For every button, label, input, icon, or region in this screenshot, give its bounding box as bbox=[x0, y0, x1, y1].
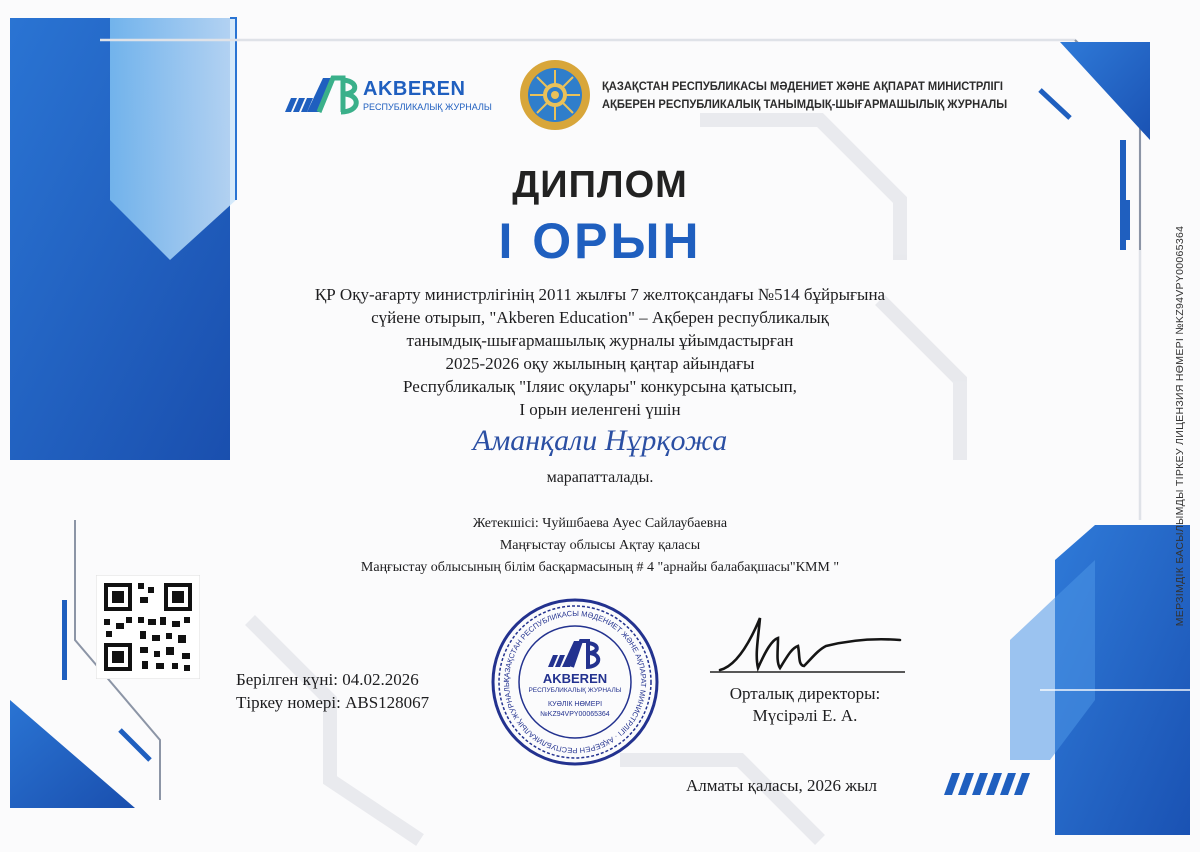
stamp-cert-number: №KZ94VPY00065364 bbox=[540, 711, 610, 718]
official-stamp bbox=[490, 597, 660, 767]
signature-icon bbox=[700, 610, 910, 680]
akberen-logo bbox=[283, 72, 503, 120]
registration-number: Тіркеу номері: ABS128067 bbox=[236, 693, 430, 712]
body-line: ҚР Оқу-ағарту министрлігінің 2011 жылғы 7 желтоқсандағы №514 бұйрығына bbox=[314, 285, 886, 304]
issue-date: Берілген күні: 04.02.2026 bbox=[236, 670, 419, 689]
stamp-name: AKBEREN bbox=[542, 671, 608, 686]
diploma-title: ДИПЛОМ bbox=[512, 164, 688, 206]
stamp-cert-label: КУӘЛІК НӨМЕРІ bbox=[547, 701, 603, 708]
body-line: танымдық-шығармашылық журналы ұйымдастырған bbox=[406, 331, 794, 350]
recipient-name: Аманқали Нұрқожа bbox=[472, 424, 728, 457]
license-number-side: МЕРЗІМДІК БАСЫЛЫМДЫ ТІРКЕУ ЛИЦЕНЗИЯ НӨМЕРІ №KZ94VPY00065364 bbox=[1174, 225, 1186, 627]
svg-text:ҚАЗАҚСТАН РЕСПУБЛИКАСЫ МӘДЕНИЕ: ҚАЗАҚСТАН РЕСПУБЛИКАСЫ МӘДЕНИЕТ ЖӘНЕ АҚПАРАТ МИНИСТРЛІГІ · АҚБЕРЕН РЕСПУБЛИКАЛЫҚ ЖУРНАЛЫ bbox=[501, 608, 649, 756]
emblem-icon bbox=[518, 58, 592, 132]
stamp-subtitle: РЕСПУБЛИКАЛЫҚ ЖУРНАЛЫ bbox=[528, 687, 622, 694]
ministry-line-1: ҚАЗАҚСТАН РЕСПУБЛИКАСЫ МӘДЕНИЕТ ЖӘНЕ АҚПАРАТ МИНИСТРЛІГІ bbox=[602, 79, 1004, 93]
qr-code-icon bbox=[96, 575, 200, 679]
city-year: Алматы қаласы, 2026 жыл bbox=[686, 776, 877, 795]
place-heading: I ОРЫН bbox=[498, 213, 702, 269]
logo-name: AKBEREN bbox=[363, 78, 466, 100]
director-name: Мүсірәлі Е. А. bbox=[752, 706, 858, 725]
awarded-text: марапатталады. bbox=[546, 469, 654, 486]
supervisor-line: Жетекшісі: Чуйшбаева Ауес Сайлаубаевна bbox=[472, 516, 728, 531]
body-line: сүйене отырып, "Akberen Education" – Ақберен республикалық bbox=[371, 308, 829, 327]
logo-mark-icon bbox=[283, 72, 363, 118]
body-line: Республикалық "Іляис оқулары" конкурсына қатысып, bbox=[403, 377, 797, 396]
logo-subtitle: РЕСПУБЛИКАЛЫҚ ЖУРНАЛЫ bbox=[363, 102, 492, 112]
body-line: 2025-2026 оқу жылының қаңтар айындағы bbox=[445, 354, 755, 373]
body-line: I орын иеленгені үшін bbox=[519, 400, 681, 419]
supervisor-line: Маңғыстау облысының білім басқармасының # 4 "арнайы балабақшасы"КММ " bbox=[360, 560, 840, 575]
director-title: Орталық директоры: bbox=[729, 684, 881, 703]
supervisor-line: Маңғыстау облысы Ақтау қаласы bbox=[499, 538, 701, 553]
ministry-line-2: АҚБЕРЕН РЕСПУБЛИКАЛЫҚ ТАНЫМДЫҚ-ШЫҒАРМАШЫЛЫҚ ЖУРНАЛЫ bbox=[602, 97, 1008, 111]
